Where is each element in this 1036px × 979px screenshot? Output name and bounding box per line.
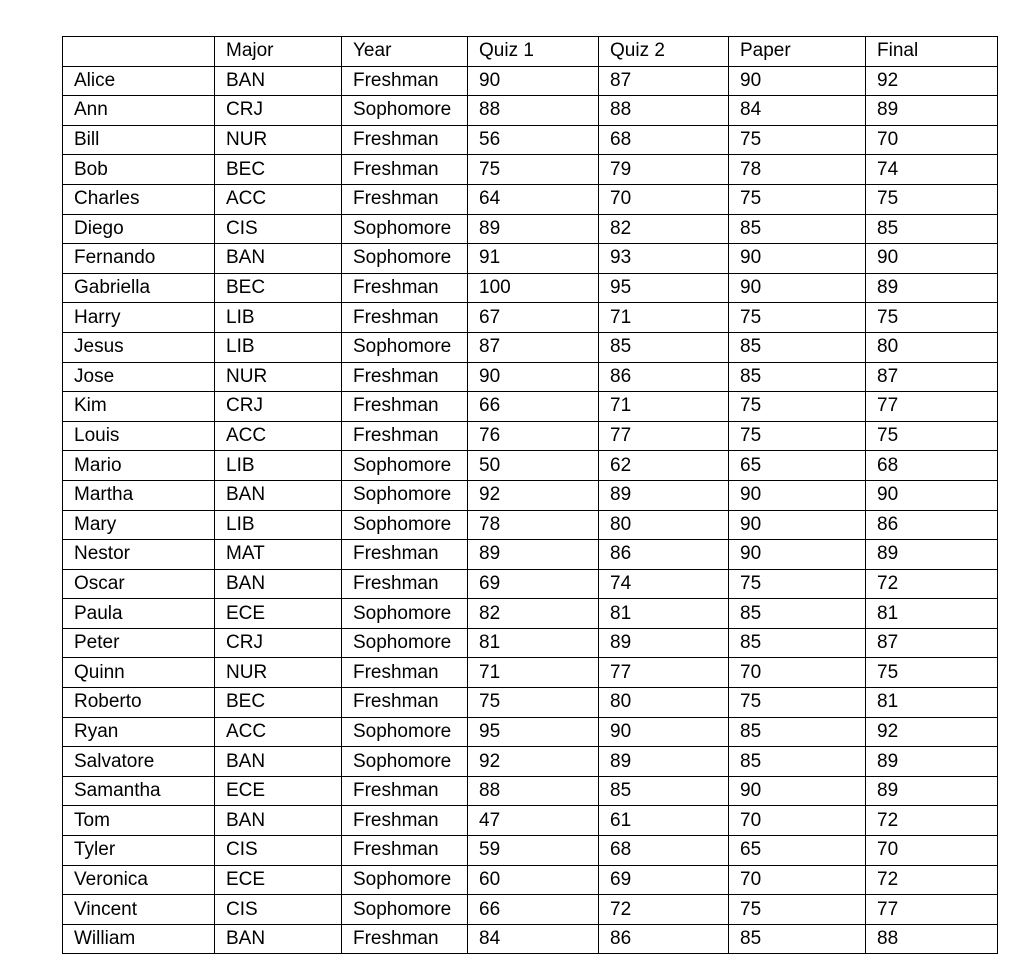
cell-quiz-2: 89 bbox=[599, 480, 729, 510]
column-header-year: Year bbox=[342, 37, 468, 67]
cell-paper: 84 bbox=[729, 96, 866, 126]
cell-major: BAN bbox=[215, 480, 342, 510]
cell-paper: 90 bbox=[729, 510, 866, 540]
table-row bbox=[63, 244, 998, 274]
cell-year: Freshman bbox=[342, 688, 468, 718]
cell-quiz-2: 93 bbox=[599, 244, 729, 274]
cell-quiz-2: 82 bbox=[599, 214, 729, 244]
cell-major: MAT bbox=[215, 540, 342, 570]
cell-quiz-1: 50 bbox=[468, 451, 599, 481]
cell-quiz-1: 90 bbox=[468, 66, 599, 96]
cell-quiz-1: 56 bbox=[468, 125, 599, 155]
cell-quiz-2: 86 bbox=[599, 540, 729, 570]
cell-paper: 75 bbox=[729, 392, 866, 422]
cell-major: CIS bbox=[215, 895, 342, 925]
cell-name: Martha bbox=[63, 480, 215, 510]
cell-final: 75 bbox=[866, 421, 998, 451]
cell-final: 87 bbox=[866, 362, 998, 392]
table-row bbox=[63, 303, 998, 333]
cell-final: 86 bbox=[866, 510, 998, 540]
cell-paper: 85 bbox=[729, 599, 866, 629]
cell-quiz-1: 59 bbox=[468, 836, 599, 866]
cell-quiz-1: 47 bbox=[468, 806, 599, 836]
cell-name: Harry bbox=[63, 303, 215, 333]
cell-major: NUR bbox=[215, 658, 342, 688]
table-row bbox=[63, 451, 998, 481]
cell-final: 89 bbox=[866, 96, 998, 126]
cell-quiz-1: 75 bbox=[468, 688, 599, 718]
cell-quiz-1: 89 bbox=[468, 214, 599, 244]
cell-major: BEC bbox=[215, 273, 342, 303]
cell-quiz-1: 66 bbox=[468, 392, 599, 422]
cell-year: Freshman bbox=[342, 273, 468, 303]
cell-quiz-2: 86 bbox=[599, 924, 729, 954]
cell-year: Freshman bbox=[342, 303, 468, 333]
table-row bbox=[63, 658, 998, 688]
table-row bbox=[63, 628, 998, 658]
cell-major: LIB bbox=[215, 303, 342, 333]
table-row bbox=[63, 688, 998, 718]
column-header-quiz-2: Quiz 2 bbox=[599, 37, 729, 67]
cell-final: 81 bbox=[866, 599, 998, 629]
cell-name: Paula bbox=[63, 599, 215, 629]
cell-quiz-2: 81 bbox=[599, 599, 729, 629]
cell-quiz-1: 88 bbox=[468, 96, 599, 126]
cell-quiz-1: 75 bbox=[468, 155, 599, 185]
cell-name: Peter bbox=[63, 628, 215, 658]
cell-year: Freshman bbox=[342, 184, 468, 214]
column-header-major: Major bbox=[215, 37, 342, 67]
cell-quiz-2: 90 bbox=[599, 717, 729, 747]
cell-quiz-1: 84 bbox=[468, 924, 599, 954]
cell-name: Mario bbox=[63, 451, 215, 481]
cell-year: Sophomore bbox=[342, 628, 468, 658]
cell-quiz-2: 86 bbox=[599, 362, 729, 392]
column-header-name bbox=[63, 37, 215, 67]
table-row bbox=[63, 924, 998, 954]
cell-year: Sophomore bbox=[342, 244, 468, 274]
cell-quiz-1: 92 bbox=[468, 747, 599, 777]
cell-paper: 85 bbox=[729, 628, 866, 658]
cell-quiz-2: 68 bbox=[599, 836, 729, 866]
cell-paper: 90 bbox=[729, 273, 866, 303]
cell-quiz-2: 85 bbox=[599, 332, 729, 362]
cell-paper: 75 bbox=[729, 688, 866, 718]
cell-final: 89 bbox=[866, 776, 998, 806]
cell-paper: 85 bbox=[729, 747, 866, 777]
cell-final: 90 bbox=[866, 480, 998, 510]
cell-quiz-2: 77 bbox=[599, 658, 729, 688]
cell-final: 80 bbox=[866, 332, 998, 362]
cell-paper: 90 bbox=[729, 244, 866, 274]
cell-paper: 75 bbox=[729, 895, 866, 925]
table-row bbox=[63, 332, 998, 362]
table-row bbox=[63, 717, 998, 747]
cell-paper: 78 bbox=[729, 155, 866, 185]
cell-name: Tyler bbox=[63, 836, 215, 866]
cell-final: 68 bbox=[866, 451, 998, 481]
cell-quiz-1: 95 bbox=[468, 717, 599, 747]
cell-year: Sophomore bbox=[342, 451, 468, 481]
cell-quiz-2: 72 bbox=[599, 895, 729, 925]
cell-major: CIS bbox=[215, 214, 342, 244]
cell-paper: 75 bbox=[729, 125, 866, 155]
cell-year: Sophomore bbox=[342, 214, 468, 244]
table-row bbox=[63, 480, 998, 510]
cell-year: Sophomore bbox=[342, 865, 468, 895]
cell-final: 92 bbox=[866, 717, 998, 747]
cell-major: ACC bbox=[215, 717, 342, 747]
cell-major: BAN bbox=[215, 66, 342, 96]
cell-year: Sophomore bbox=[342, 717, 468, 747]
cell-quiz-2: 68 bbox=[599, 125, 729, 155]
table-row bbox=[63, 421, 998, 451]
cell-quiz-2: 70 bbox=[599, 184, 729, 214]
table-row bbox=[63, 776, 998, 806]
table-row bbox=[63, 214, 998, 244]
cell-name: Roberto bbox=[63, 688, 215, 718]
cell-year: Freshman bbox=[342, 362, 468, 392]
grade-table bbox=[62, 36, 998, 954]
cell-paper: 65 bbox=[729, 836, 866, 866]
cell-name: Charles bbox=[63, 184, 215, 214]
cell-final: 88 bbox=[866, 924, 998, 954]
cell-quiz-2: 95 bbox=[599, 273, 729, 303]
column-header-final: Final bbox=[866, 37, 998, 67]
cell-final: 77 bbox=[866, 895, 998, 925]
cell-paper: 70 bbox=[729, 658, 866, 688]
table-row bbox=[63, 392, 998, 422]
cell-year: Freshman bbox=[342, 392, 468, 422]
cell-quiz-2: 62 bbox=[599, 451, 729, 481]
cell-quiz-1: 90 bbox=[468, 362, 599, 392]
cell-final: 70 bbox=[866, 125, 998, 155]
cell-major: CRJ bbox=[215, 96, 342, 126]
cell-quiz-2: 61 bbox=[599, 806, 729, 836]
cell-paper: 75 bbox=[729, 421, 866, 451]
cell-quiz-2: 79 bbox=[599, 155, 729, 185]
cell-name: Veronica bbox=[63, 865, 215, 895]
cell-paper: 90 bbox=[729, 66, 866, 96]
cell-quiz-1: 64 bbox=[468, 184, 599, 214]
table-row bbox=[63, 273, 998, 303]
cell-year: Freshman bbox=[342, 924, 468, 954]
cell-year: Sophomore bbox=[342, 96, 468, 126]
cell-quiz-2: 89 bbox=[599, 747, 729, 777]
header-row bbox=[63, 37, 998, 67]
cell-year: Sophomore bbox=[342, 599, 468, 629]
cell-paper: 90 bbox=[729, 776, 866, 806]
table-row bbox=[63, 599, 998, 629]
cell-year: Freshman bbox=[342, 658, 468, 688]
cell-year: Sophomore bbox=[342, 332, 468, 362]
cell-final: 75 bbox=[866, 184, 998, 214]
cell-year: Freshman bbox=[342, 776, 468, 806]
cell-major: NUR bbox=[215, 362, 342, 392]
cell-quiz-2: 88 bbox=[599, 96, 729, 126]
cell-major: LIB bbox=[215, 332, 342, 362]
table-row bbox=[63, 806, 998, 836]
cell-major: BEC bbox=[215, 688, 342, 718]
cell-name: Ryan bbox=[63, 717, 215, 747]
cell-name: Diego bbox=[63, 214, 215, 244]
cell-final: 89 bbox=[866, 747, 998, 777]
table-row bbox=[63, 184, 998, 214]
cell-quiz-1: 78 bbox=[468, 510, 599, 540]
cell-major: BAN bbox=[215, 806, 342, 836]
cell-name: Salvatore bbox=[63, 747, 215, 777]
table-row bbox=[63, 747, 998, 777]
cell-year: Sophomore bbox=[342, 747, 468, 777]
cell-quiz-1: 69 bbox=[468, 569, 599, 599]
cell-name: Oscar bbox=[63, 569, 215, 599]
cell-quiz-1: 81 bbox=[468, 628, 599, 658]
column-header-quiz-1: Quiz 1 bbox=[468, 37, 599, 67]
cell-name: Alice bbox=[63, 66, 215, 96]
cell-paper: 85 bbox=[729, 717, 866, 747]
table-row bbox=[63, 865, 998, 895]
cell-quiz-1: 89 bbox=[468, 540, 599, 570]
cell-major: BAN bbox=[215, 747, 342, 777]
cell-final: 89 bbox=[866, 540, 998, 570]
cell-major: BAN bbox=[215, 244, 342, 274]
cell-paper: 70 bbox=[729, 806, 866, 836]
cell-final: 72 bbox=[866, 806, 998, 836]
cell-final: 85 bbox=[866, 214, 998, 244]
cell-paper: 85 bbox=[729, 214, 866, 244]
cell-name: Samantha bbox=[63, 776, 215, 806]
cell-year: Freshman bbox=[342, 806, 468, 836]
column-header-paper: Paper bbox=[729, 37, 866, 67]
cell-name: William bbox=[63, 924, 215, 954]
cell-quiz-2: 71 bbox=[599, 303, 729, 333]
cell-paper: 75 bbox=[729, 184, 866, 214]
cell-final: 72 bbox=[866, 865, 998, 895]
cell-year: Freshman bbox=[342, 421, 468, 451]
cell-quiz-1: 100 bbox=[468, 273, 599, 303]
table-row bbox=[63, 895, 998, 925]
cell-quiz-1: 60 bbox=[468, 865, 599, 895]
cell-major: ECE bbox=[215, 865, 342, 895]
cell-major: LIB bbox=[215, 451, 342, 481]
cell-final: 81 bbox=[866, 688, 998, 718]
cell-paper: 90 bbox=[729, 480, 866, 510]
cell-year: Freshman bbox=[342, 125, 468, 155]
cell-name: Jose bbox=[63, 362, 215, 392]
cell-year: Freshman bbox=[342, 155, 468, 185]
cell-final: 87 bbox=[866, 628, 998, 658]
cell-quiz-1: 91 bbox=[468, 244, 599, 274]
cell-quiz-1: 76 bbox=[468, 421, 599, 451]
cell-name: Gabriella bbox=[63, 273, 215, 303]
cell-major: LIB bbox=[215, 510, 342, 540]
cell-quiz-2: 89 bbox=[599, 628, 729, 658]
cell-name: Tom bbox=[63, 806, 215, 836]
cell-major: CIS bbox=[215, 836, 342, 866]
cell-major: ACC bbox=[215, 184, 342, 214]
cell-name: Louis bbox=[63, 421, 215, 451]
cell-name: Nestor bbox=[63, 540, 215, 570]
cell-year: Sophomore bbox=[342, 480, 468, 510]
cell-paper: 85 bbox=[729, 362, 866, 392]
cell-quiz-1: 88 bbox=[468, 776, 599, 806]
cell-paper: 65 bbox=[729, 451, 866, 481]
cell-name: Quinn bbox=[63, 658, 215, 688]
cell-major: ACC bbox=[215, 421, 342, 451]
cell-quiz-1: 66 bbox=[468, 895, 599, 925]
cell-final: 72 bbox=[866, 569, 998, 599]
cell-final: 89 bbox=[866, 273, 998, 303]
cell-final: 92 bbox=[866, 66, 998, 96]
cell-name: Mary bbox=[63, 510, 215, 540]
table-row bbox=[63, 510, 998, 540]
cell-major: ECE bbox=[215, 599, 342, 629]
cell-major: BAN bbox=[215, 924, 342, 954]
cell-year: Freshman bbox=[342, 836, 468, 866]
cell-paper: 75 bbox=[729, 569, 866, 599]
cell-year: Freshman bbox=[342, 540, 468, 570]
table-row bbox=[63, 125, 998, 155]
table-row bbox=[63, 836, 998, 866]
cell-major: BAN bbox=[215, 569, 342, 599]
cell-paper: 85 bbox=[729, 924, 866, 954]
cell-name: Kim bbox=[63, 392, 215, 422]
table-row bbox=[63, 155, 998, 185]
cell-final: 75 bbox=[866, 303, 998, 333]
cell-major: CRJ bbox=[215, 628, 342, 658]
cell-paper: 75 bbox=[729, 303, 866, 333]
cell-final: 70 bbox=[866, 836, 998, 866]
cell-final: 75 bbox=[866, 658, 998, 688]
cell-quiz-2: 74 bbox=[599, 569, 729, 599]
cell-quiz-2: 85 bbox=[599, 776, 729, 806]
cell-quiz-2: 71 bbox=[599, 392, 729, 422]
cell-quiz-2: 77 bbox=[599, 421, 729, 451]
cell-major: CRJ bbox=[215, 392, 342, 422]
cell-final: 77 bbox=[866, 392, 998, 422]
cell-major: NUR bbox=[215, 125, 342, 155]
cell-name: Bill bbox=[63, 125, 215, 155]
cell-name: Vincent bbox=[63, 895, 215, 925]
table-row bbox=[63, 540, 998, 570]
cell-paper: 90 bbox=[729, 540, 866, 570]
cell-year: Sophomore bbox=[342, 895, 468, 925]
cell-year: Freshman bbox=[342, 66, 468, 96]
cell-paper: 85 bbox=[729, 332, 866, 362]
table-row bbox=[63, 569, 998, 599]
cell-quiz-1: 92 bbox=[468, 480, 599, 510]
table-row bbox=[63, 362, 998, 392]
table-row bbox=[63, 96, 998, 126]
cell-year: Freshman bbox=[342, 569, 468, 599]
cell-name: Bob bbox=[63, 155, 215, 185]
cell-name: Fernando bbox=[63, 244, 215, 274]
table-row bbox=[63, 66, 998, 96]
cell-quiz-1: 71 bbox=[468, 658, 599, 688]
cell-name: Jesus bbox=[63, 332, 215, 362]
cell-final: 90 bbox=[866, 244, 998, 274]
cell-major: ECE bbox=[215, 776, 342, 806]
cell-quiz-2: 87 bbox=[599, 66, 729, 96]
cell-paper: 70 bbox=[729, 865, 866, 895]
cell-quiz-1: 82 bbox=[468, 599, 599, 629]
cell-quiz-1: 67 bbox=[468, 303, 599, 333]
cell-final: 74 bbox=[866, 155, 998, 185]
cell-name: Ann bbox=[63, 96, 215, 126]
cell-quiz-1: 87 bbox=[468, 332, 599, 362]
cell-quiz-2: 80 bbox=[599, 688, 729, 718]
cell-quiz-2: 80 bbox=[599, 510, 729, 540]
cell-year: Sophomore bbox=[342, 510, 468, 540]
cell-major: BEC bbox=[215, 155, 342, 185]
cell-quiz-2: 69 bbox=[599, 865, 729, 895]
